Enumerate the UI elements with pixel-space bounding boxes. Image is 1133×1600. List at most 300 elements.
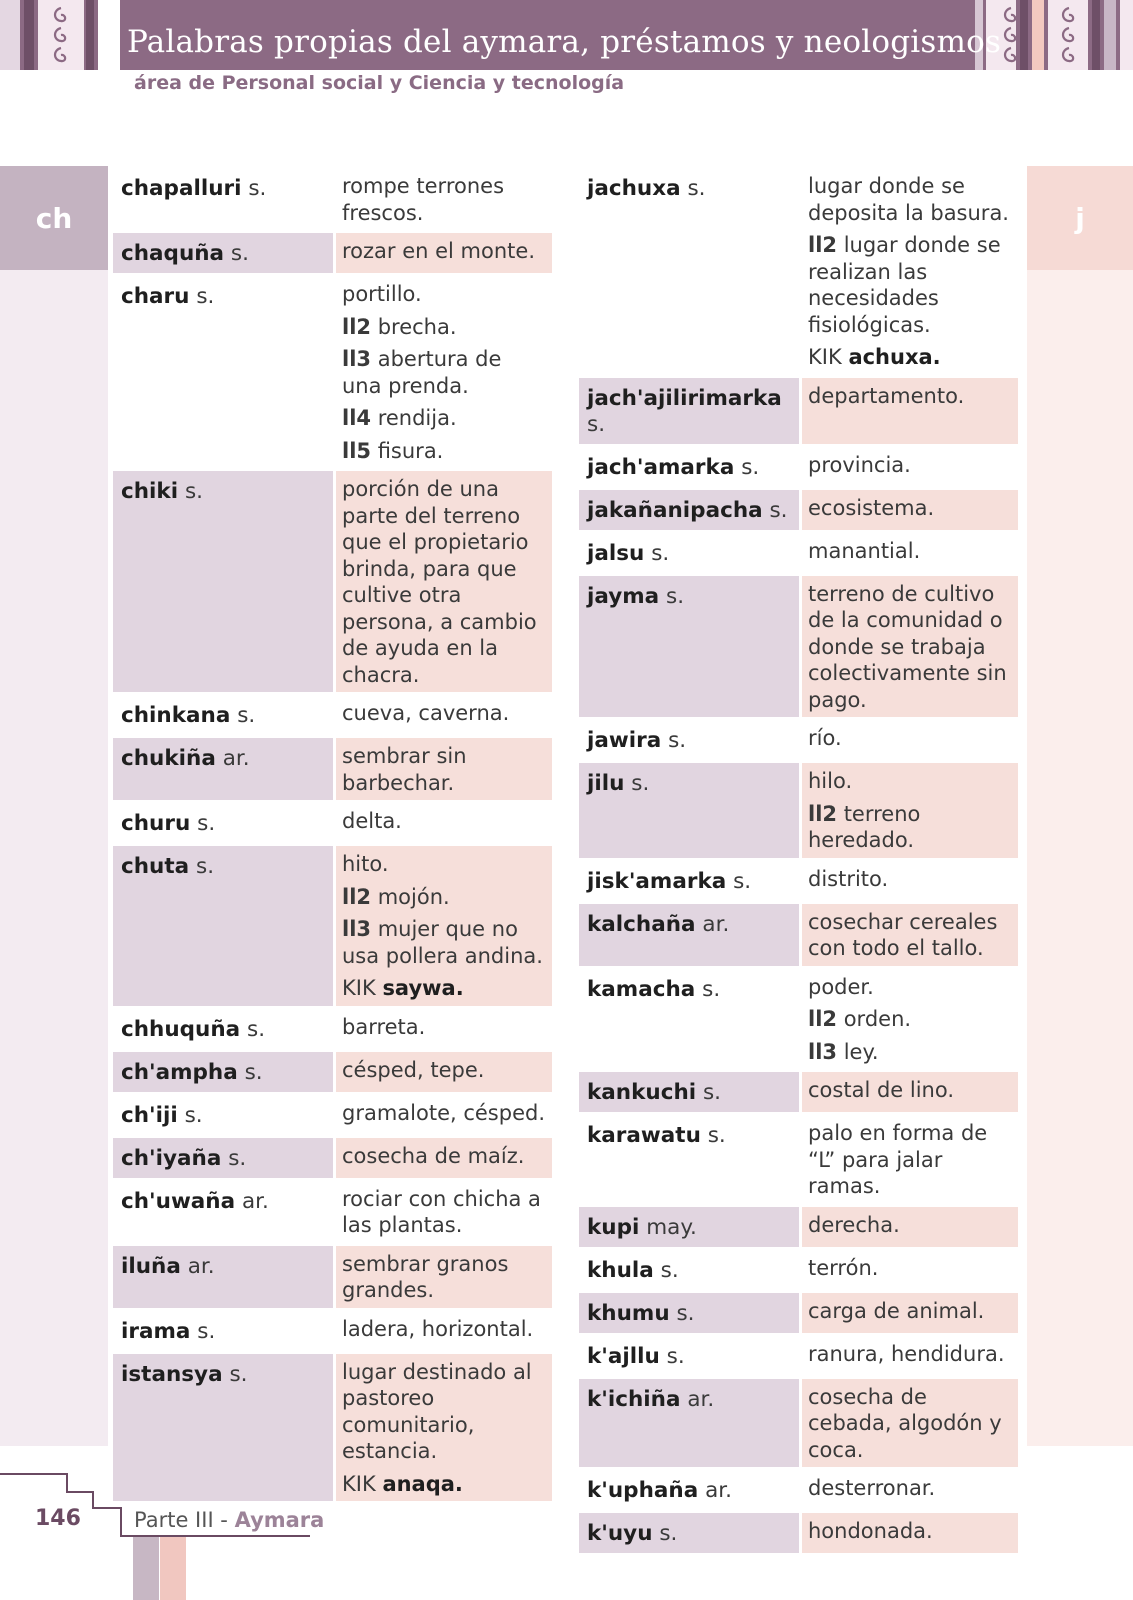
entry-term bbox=[579, 576, 799, 718]
part-of-speech: ar. bbox=[702, 911, 730, 937]
glossary-entry bbox=[113, 695, 552, 735]
headword: jisk'amarka bbox=[587, 868, 727, 894]
definition-line bbox=[808, 1475, 1012, 1502]
headword: chuta bbox=[121, 854, 190, 879]
entry-term bbox=[579, 378, 799, 444]
glossary-entry bbox=[113, 1246, 552, 1308]
decor-stripe bbox=[1032, 0, 1044, 70]
sense-number: ll3 bbox=[342, 917, 372, 941]
entry-term bbox=[579, 1470, 799, 1510]
entry-term bbox=[579, 1250, 799, 1290]
definition-line bbox=[808, 344, 1012, 371]
definition-text: hondonada. bbox=[808, 1519, 933, 1543]
glossary-entry bbox=[113, 1138, 552, 1178]
glossary-entry bbox=[579, 533, 1018, 573]
entry-term bbox=[113, 695, 333, 735]
definition-text: terreno de cultivo de la comunidad o donde se trabaja colectivamente sin pago. bbox=[808, 581, 1007, 712]
entry-term bbox=[579, 533, 799, 573]
definition-line bbox=[342, 173, 546, 226]
part-of-speech: s. bbox=[196, 854, 215, 879]
part-of-speech: s. bbox=[247, 1016, 266, 1042]
definition-text: provincia. bbox=[808, 452, 911, 477]
entry-term bbox=[579, 1293, 799, 1333]
page-title: Palabras propias del aymara, préstamos y neologismos bbox=[127, 24, 1002, 60]
kik-label: KIK bbox=[342, 1471, 376, 1496]
footer-rule bbox=[0, 1473, 68, 1475]
sense-number: ll2 bbox=[808, 1007, 838, 1031]
definition-text: barreta. bbox=[342, 1014, 426, 1039]
definition-line bbox=[808, 581, 1012, 714]
definition-text: ladera, horizontal. bbox=[342, 1316, 534, 1341]
headword: ch'iyaña bbox=[121, 1145, 222, 1171]
headword: ch'uwaña bbox=[121, 1188, 236, 1214]
headword: k'ichiña bbox=[587, 1386, 681, 1412]
definition-text: abertura de una prenda. bbox=[342, 347, 502, 398]
entry-term bbox=[113, 803, 333, 843]
definition-text: fisura. bbox=[377, 438, 444, 463]
headword: jilu bbox=[587, 771, 625, 796]
definition-line bbox=[342, 700, 546, 727]
definition-line bbox=[808, 1006, 1012, 1033]
entry-definitions bbox=[802, 1379, 1018, 1468]
definition-line bbox=[808, 383, 1012, 410]
definition-line bbox=[808, 801, 1012, 854]
definition-line bbox=[808, 974, 1012, 1001]
definition-text: brecha. bbox=[377, 314, 457, 339]
headword: chukiña bbox=[121, 746, 216, 771]
definition-line bbox=[342, 1014, 546, 1041]
definition-line bbox=[342, 405, 546, 432]
glossary-entry bbox=[113, 233, 552, 273]
definition-line bbox=[808, 538, 1012, 565]
entry-term bbox=[579, 1115, 799, 1204]
entry-definitions bbox=[336, 233, 552, 273]
definition-text: derecha. bbox=[808, 1212, 900, 1237]
headword: jawira bbox=[587, 728, 662, 753]
definition-line bbox=[342, 1471, 546, 1498]
headword: khumu bbox=[587, 1300, 670, 1326]
footer-language: Aymara bbox=[234, 1508, 325, 1532]
entry-definitions bbox=[336, 1095, 552, 1135]
part-of-speech: s. bbox=[660, 1257, 679, 1283]
headword: chhuquña bbox=[121, 1016, 241, 1042]
kik-term: achuxa. bbox=[848, 345, 941, 369]
headword: kankuchi bbox=[587, 1080, 697, 1105]
spiral-ornament-icon bbox=[1058, 4, 1080, 66]
part-of-speech: s. bbox=[702, 1080, 722, 1105]
entry-term bbox=[579, 1207, 799, 1247]
definition-line bbox=[342, 314, 546, 341]
decor-stripe bbox=[1104, 0, 1116, 70]
entry-term bbox=[579, 1336, 799, 1376]
entry-definitions bbox=[336, 471, 552, 692]
part-of-speech: s. bbox=[631, 771, 650, 796]
definition-text: río. bbox=[808, 726, 842, 750]
part-of-speech: s. bbox=[733, 868, 752, 894]
entry-term bbox=[579, 1072, 799, 1112]
definition-line bbox=[342, 281, 546, 308]
definition-text: hilo. bbox=[808, 769, 853, 793]
definition-text: desterronar. bbox=[808, 1476, 936, 1500]
entry-term bbox=[113, 738, 333, 800]
definition-line bbox=[808, 1255, 1012, 1282]
headword: k'ajllu bbox=[587, 1343, 660, 1369]
decor-stripe bbox=[1092, 0, 1100, 70]
definition-line bbox=[342, 916, 546, 969]
entry-definitions bbox=[802, 378, 1018, 444]
entry-definitions bbox=[802, 1250, 1018, 1290]
definition-text: manantial. bbox=[808, 538, 921, 563]
headword: kupi bbox=[587, 1214, 640, 1240]
part-of-speech: s. bbox=[197, 811, 216, 836]
glossary-entry bbox=[579, 763, 1018, 858]
glossary-entry bbox=[113, 1009, 552, 1049]
part-of-speech: may. bbox=[646, 1214, 697, 1240]
headword: churu bbox=[121, 811, 191, 836]
definition-text: cosecha de maíz. bbox=[342, 1143, 525, 1168]
glossary-entry bbox=[113, 803, 552, 843]
headword: k'uyu bbox=[587, 1521, 653, 1546]
definition-line bbox=[342, 1251, 546, 1304]
glossary-entry bbox=[113, 1181, 552, 1243]
part-of-speech: s. bbox=[659, 1521, 678, 1546]
entry-definitions bbox=[336, 1311, 552, 1351]
definition-line bbox=[808, 1341, 1012, 1368]
definition-line bbox=[342, 346, 546, 399]
definition-line bbox=[808, 725, 1012, 752]
entry-term bbox=[113, 233, 333, 273]
glossary-entry bbox=[113, 1052, 552, 1092]
part-of-speech: s. bbox=[248, 176, 267, 201]
entry-term bbox=[579, 969, 799, 1070]
definition-line bbox=[808, 452, 1012, 479]
entry-definitions bbox=[802, 447, 1018, 487]
headword: jach'amarka bbox=[587, 454, 735, 480]
glossary-entry bbox=[579, 1513, 1018, 1553]
entry-definitions bbox=[802, 720, 1018, 760]
footer-block bbox=[133, 1537, 159, 1600]
entry-term bbox=[113, 1246, 333, 1308]
definition-line bbox=[808, 1077, 1012, 1104]
part-of-speech: s. bbox=[668, 728, 687, 753]
entry-term bbox=[113, 1138, 333, 1178]
headword: chaquña bbox=[121, 241, 225, 266]
part-of-speech: s. bbox=[587, 411, 606, 437]
definition-text: distrito. bbox=[808, 866, 889, 891]
definition-text: delta. bbox=[342, 809, 402, 833]
entry-term bbox=[113, 1095, 333, 1135]
definition-line bbox=[342, 1186, 546, 1239]
kik-label: KIK bbox=[808, 345, 842, 369]
headword: jachuxa bbox=[587, 176, 681, 201]
entry-definitions bbox=[336, 695, 552, 735]
kik-term: anaqa. bbox=[382, 1471, 463, 1496]
definition-text: sembrar sin barbechar. bbox=[342, 744, 467, 795]
footer-section bbox=[134, 1508, 324, 1532]
part-of-speech: s. bbox=[769, 497, 788, 523]
headword: iluña bbox=[121, 1253, 181, 1279]
headword: istansya bbox=[121, 1361, 223, 1387]
glossary-entry bbox=[579, 1115, 1018, 1204]
glossary-entry bbox=[113, 276, 552, 468]
part-of-speech: s. bbox=[184, 1102, 203, 1128]
glossary-entry bbox=[579, 490, 1018, 530]
glossary-entry bbox=[579, 861, 1018, 901]
part-of-speech: s. bbox=[666, 583, 685, 609]
definition-line bbox=[342, 238, 546, 265]
headword: ch'iji bbox=[121, 1102, 178, 1128]
glossary-entry bbox=[579, 1336, 1018, 1376]
definition-line bbox=[808, 1298, 1012, 1325]
right-side-band bbox=[1027, 166, 1133, 1446]
part-of-speech: ar. bbox=[187, 1253, 215, 1279]
part-of-speech: s. bbox=[244, 1059, 263, 1085]
decor-stripe bbox=[24, 0, 34, 70]
headword: irama bbox=[121, 1318, 191, 1344]
definition-text: hito. bbox=[342, 852, 389, 876]
headword: chiki bbox=[121, 479, 179, 504]
glossary-entry bbox=[113, 471, 552, 692]
glossary-entry bbox=[579, 1207, 1018, 1247]
definition-text: rendija. bbox=[377, 406, 457, 430]
entry-definitions bbox=[802, 1115, 1018, 1204]
sense-number: ll2 bbox=[342, 314, 372, 339]
entry-term bbox=[579, 904, 799, 966]
entry-definitions bbox=[802, 168, 1018, 375]
entry-definitions bbox=[336, 1246, 552, 1308]
definition-text: lugar donde se deposita la basura. bbox=[808, 174, 1009, 225]
part-of-speech: s. bbox=[229, 1361, 248, 1387]
sense-number: ll5 bbox=[342, 438, 372, 463]
part-of-speech: s. bbox=[196, 284, 215, 309]
entry-term bbox=[113, 846, 333, 1006]
entry-definitions bbox=[802, 490, 1018, 530]
part-of-speech: s. bbox=[184, 479, 203, 504]
entry-definitions bbox=[802, 1513, 1018, 1553]
sense-number: ll4 bbox=[342, 406, 372, 430]
entry-term bbox=[579, 763, 799, 858]
spiral-ornament-icon bbox=[1000, 4, 1022, 66]
glossary-column-left bbox=[113, 168, 552, 1504]
kik-label: KIK bbox=[342, 976, 376, 1000]
entry-definitions bbox=[336, 276, 552, 468]
entry-definitions bbox=[802, 1470, 1018, 1510]
definition-line bbox=[342, 476, 546, 688]
entry-definitions bbox=[336, 1181, 552, 1243]
definition-text: ranura, hendidura. bbox=[808, 1341, 1005, 1366]
glossary-column-right bbox=[579, 168, 1018, 1556]
definition-text: rompe terrones frescos. bbox=[342, 174, 505, 225]
part-of-speech: s. bbox=[702, 976, 721, 1002]
glossary-entry bbox=[579, 576, 1018, 718]
footer-part: Parte III - bbox=[134, 1508, 235, 1532]
glossary-entry bbox=[113, 1354, 552, 1502]
headword: karawatu bbox=[587, 1123, 701, 1148]
entry-term bbox=[113, 1354, 333, 1502]
definition-line bbox=[342, 1316, 546, 1343]
part-of-speech: s. bbox=[228, 1145, 247, 1171]
entry-term bbox=[113, 168, 333, 230]
definition-text: gramalote, césped. bbox=[342, 1100, 546, 1125]
entry-term bbox=[113, 1052, 333, 1092]
definition-text: ecosistema. bbox=[808, 495, 935, 520]
definition-line bbox=[342, 1057, 546, 1084]
letter-tab-left: ch bbox=[0, 166, 108, 270]
left-side-band bbox=[0, 166, 108, 1446]
footer-rule bbox=[66, 1473, 68, 1493]
headword: khula bbox=[587, 1257, 654, 1283]
sense-number: ll2 bbox=[808, 801, 838, 826]
part-of-speech: s. bbox=[741, 454, 760, 480]
entry-term bbox=[579, 168, 799, 375]
definition-text: césped, tepe. bbox=[342, 1057, 485, 1082]
definition-line bbox=[342, 1143, 546, 1170]
definition-text: orden. bbox=[843, 1007, 912, 1031]
headword: jakañanipacha bbox=[587, 497, 763, 523]
definition-text: departamento. bbox=[808, 383, 965, 408]
entry-term bbox=[113, 1311, 333, 1351]
entry-term bbox=[579, 1513, 799, 1553]
entry-term bbox=[113, 1009, 333, 1049]
entry-definitions bbox=[802, 1336, 1018, 1376]
headword: jalsu bbox=[587, 540, 645, 566]
entry-definitions bbox=[336, 846, 552, 1006]
entry-definitions bbox=[802, 576, 1018, 718]
definition-text: sembrar granos grandes. bbox=[342, 1251, 509, 1302]
headword: jayma bbox=[587, 583, 660, 609]
entry-definitions bbox=[802, 904, 1018, 966]
definition-line bbox=[808, 1518, 1012, 1545]
letter-tab-right: j bbox=[1027, 166, 1133, 270]
glossary-entry bbox=[579, 1293, 1018, 1333]
definition-text: poder. bbox=[808, 974, 874, 999]
part-of-speech: s. bbox=[666, 1343, 685, 1369]
entry-definitions bbox=[336, 1354, 552, 1502]
definition-text: portillo. bbox=[342, 282, 422, 306]
headword: chapalluri bbox=[121, 176, 242, 201]
part-of-speech: ar. bbox=[687, 1386, 715, 1412]
footer-block bbox=[160, 1537, 186, 1600]
headword: chinkana bbox=[121, 703, 231, 728]
entry-term bbox=[579, 447, 799, 487]
glossary-entry bbox=[579, 1072, 1018, 1112]
headword: jach'ajilirimarka bbox=[587, 385, 782, 411]
entry-definitions bbox=[336, 803, 552, 843]
glossary-entry bbox=[579, 969, 1018, 1070]
definition-line bbox=[808, 173, 1012, 226]
glossary-entry bbox=[579, 378, 1018, 444]
part-of-speech: ar. bbox=[705, 1478, 732, 1503]
glossary-entry bbox=[579, 447, 1018, 487]
page-number: 146 bbox=[35, 1506, 81, 1531]
definition-text: cueva, caverna. bbox=[342, 701, 510, 725]
part-of-speech: s. bbox=[237, 703, 256, 728]
definition-line bbox=[342, 884, 546, 911]
entry-definitions bbox=[802, 1072, 1018, 1112]
entry-definitions bbox=[802, 861, 1018, 901]
definition-line bbox=[808, 495, 1012, 522]
definition-line bbox=[808, 232, 1012, 338]
headword: kamacha bbox=[587, 976, 696, 1002]
decor-stripe bbox=[1120, 0, 1133, 70]
definition-text: lugar donde se realizan las necesidades fisiológicas. bbox=[808, 233, 1001, 337]
part-of-speech: ar. bbox=[241, 1188, 269, 1214]
entry-term bbox=[579, 861, 799, 901]
glossary-entry bbox=[113, 738, 552, 800]
entry-term bbox=[113, 471, 333, 692]
glossary-entry bbox=[579, 1250, 1018, 1290]
definition-text: terreno heredado. bbox=[808, 801, 921, 852]
sense-number: ll3 bbox=[342, 347, 372, 371]
glossary-entry bbox=[579, 1470, 1018, 1510]
footer-rule bbox=[66, 1491, 94, 1493]
definition-line bbox=[808, 909, 1012, 962]
definition-line bbox=[342, 1100, 546, 1127]
headword: charu bbox=[121, 284, 190, 309]
entry-term bbox=[579, 720, 799, 760]
definition-line bbox=[342, 975, 546, 1002]
entry-term bbox=[579, 490, 799, 530]
sense-number: ll2 bbox=[808, 233, 838, 257]
footer-rule bbox=[92, 1507, 122, 1509]
definition-line bbox=[342, 808, 546, 835]
part-of-speech: ar. bbox=[222, 746, 250, 771]
part-of-speech: s. bbox=[687, 176, 706, 201]
definition-text: palo en forma de “L” para jalar ramas. bbox=[808, 1121, 988, 1198]
decor-stripe bbox=[0, 0, 20, 70]
entry-definitions bbox=[336, 1052, 552, 1092]
part-of-speech: s. bbox=[707, 1123, 726, 1148]
definition-text: lugar destinado al pastoreo comunitario, estancia. bbox=[342, 1359, 532, 1463]
entry-definitions bbox=[802, 1293, 1018, 1333]
entry-definitions bbox=[802, 969, 1018, 1070]
definition-line bbox=[808, 1384, 1012, 1464]
entry-definitions bbox=[336, 1009, 552, 1049]
entry-definitions bbox=[802, 533, 1018, 573]
part-of-speech: s. bbox=[676, 1300, 695, 1326]
definition-text: terrón. bbox=[808, 1255, 879, 1280]
glossary-entry bbox=[579, 904, 1018, 966]
definition-line bbox=[342, 1359, 546, 1465]
definition-text: carga de animal. bbox=[808, 1298, 985, 1323]
glossary-entry bbox=[113, 1095, 552, 1135]
definition-text: mojón. bbox=[377, 884, 450, 909]
definition-line bbox=[342, 438, 546, 465]
glossary-entry bbox=[113, 168, 552, 230]
entry-definitions bbox=[336, 1138, 552, 1178]
sense-number: ll2 bbox=[342, 884, 372, 909]
definition-line bbox=[808, 866, 1012, 893]
kik-term: saywa. bbox=[382, 976, 464, 1000]
definition-text: cosecha de cebada, algodón y coca. bbox=[808, 1384, 1002, 1462]
definition-line bbox=[808, 1120, 1012, 1200]
entry-term bbox=[113, 276, 333, 468]
definition-text: ley. bbox=[843, 1039, 879, 1064]
part-of-speech: s. bbox=[651, 540, 670, 566]
definition-text: cosechar cereales con todo el tallo. bbox=[808, 909, 998, 960]
page-subtitle: área de Personal social y Ciencia y tecnología bbox=[134, 72, 625, 94]
decor-stripe bbox=[98, 0, 120, 70]
glossary-entry bbox=[579, 1379, 1018, 1468]
definition-line bbox=[808, 768, 1012, 795]
footer-rule bbox=[120, 1507, 122, 1537]
entry-term bbox=[113, 1181, 333, 1243]
definition-text: rozar en el monte. bbox=[342, 239, 535, 263]
glossary-entry bbox=[579, 720, 1018, 760]
decor-stripe bbox=[86, 0, 94, 70]
entry-definitions bbox=[802, 763, 1018, 858]
headword: kalchaña bbox=[587, 911, 696, 937]
